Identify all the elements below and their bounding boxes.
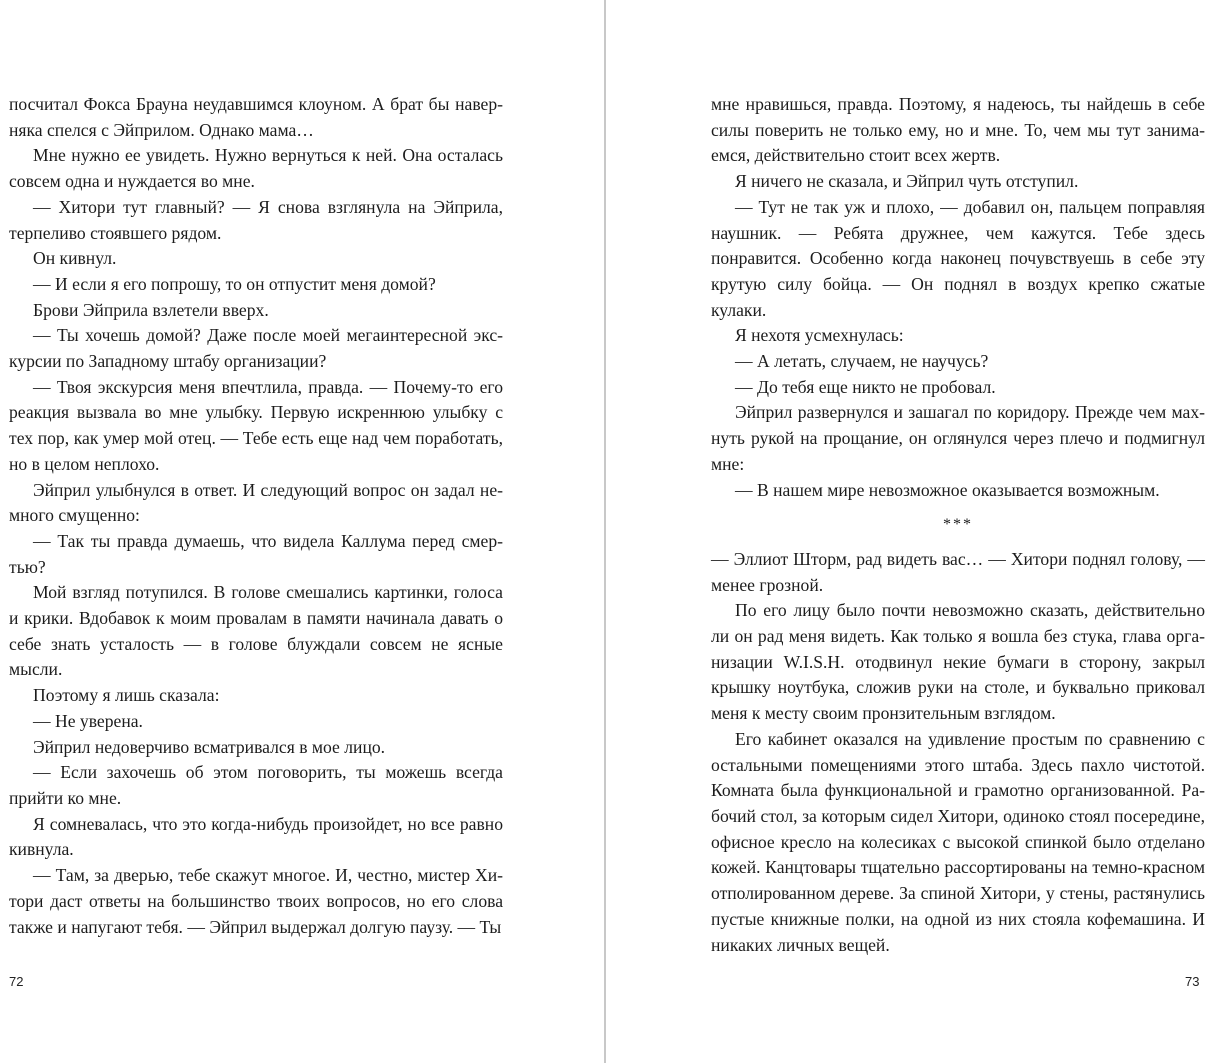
paragraph: Его кабинет оказался на удивление простым по сравнению с остальными помещениями этого штаба. Здесь пахло чистотой. Комната была функциональной и грамотно организованной. Рабочий стол, за которым сидел Хитори, одиноко стоял посередине, офисное кресло на колесиках с высокой спинкой было отделано кожей. Канцтовары тщательно рассортированы на темно-красном отполированном дереве. За спиной Хитори, у стены, растянулись пустые книжные полки, на одной из них стояла кофемашина. И никаких личных вещей. (711, 728, 1205, 955)
paragraph: мне нравишься, правда. Поэтому, я надеюсь, ты найдешь в себе силы поверить не только ему, но и мне. То, чем мы тут занимаемся, действительно стоит всех жертв. (711, 94, 1205, 166)
paragraph: — Хитори тут главный? — Я снова взглянула на Эйприла, терпеливо стоявшего рядом. (9, 196, 503, 243)
paragraph: Я нехотя усмехнулась: (735, 325, 904, 346)
right-page (711, 92, 1205, 958)
page-number-left: 72 (9, 974, 24, 989)
paragraph: Мне нужно ее увидеть. Нужно вернуться к ней. Она осталась совсем одна и нуждается во мне. (9, 145, 503, 192)
paragraph: — До тебя еще никто не пробовал. (735, 376, 996, 397)
paragraph: Я сомневалась, что это когда-нибудь произойдет, но все равно кивнула. (9, 813, 503, 860)
paragraph: — Если захочешь об этом поговорить, ты можешь всегда прийти ко мне. (9, 762, 503, 808)
paragraph: — А летать, случаем, не научусь? (735, 351, 989, 372)
paragraph: — Твоя экскурсия меня впечтлила, правда. — Почему-то его реакция вызвала во мне улыбку. Первую искреннюю улыбку с тех пор, как умер мой отец. — Тебе есть еще над чем поработать, но в целом неплохо. (9, 376, 503, 474)
paragraph: — И если я его попрошу, то он отпустит меня домой? (33, 273, 436, 294)
paragraph: — В нашем мире невозможное оказывается возможным. (735, 479, 1160, 500)
paragraph: Поэтому я лишь сказала: (33, 685, 220, 706)
paragraph: Эйприл развернулся и зашагал по коридору. Прежде чем махнуть рукой на прощание, он оглянулся через плечо и подмигнул мне: (711, 402, 1205, 474)
paragraph: — Там, за дверью, тебе скажут многое. И, честно, мистер Хитори даст ответы на большинство твоих вопросов, но его слова также и напугают тебя. — Эйприл выдержал долгую паузу. — Ты (9, 865, 503, 937)
paragraph: — Так ты правда думаешь, что видела Каллума перед смертью? (9, 530, 503, 577)
paragraph: — Тут не так уж и плохо, — добавил он, пальцем поправляя наушник. — Ребята дружнее, чем кажутся. Тебе здесь понравится. Особенно когда наконец почувствуешь в себе эту крутую силу бойца. — Он поднял в воздух крепко сжатые кулаки. (711, 196, 1205, 320)
paragraph: Я ничего не сказала, и Эйприл чуть отступил. (735, 171, 1079, 192)
paragraph: Он кивнул. (33, 248, 117, 269)
page-number-right: 73 (1185, 974, 1200, 989)
paragraph: — Ты хочешь домой? Даже после моей мегаинтересной экскурсии по Западному штабу организации? (9, 325, 503, 372)
paragraph: — Не уверена. (33, 710, 143, 731)
paragraph: По его лицу было почти невозможно сказать, действительно ли он рад меня видеть. Как только я вошла без стука, глава организации W.I.S.H. отодвинул некие бумаги в сторону, закрыл крышку ноутбука, сложив руки на столе, и буквально приковал меня к месту своим пронзительным взглядом. (711, 600, 1205, 724)
paragraph: Эйприл улыбнулся в ответ. И следующий вопрос он задал немного смущенно: (9, 479, 503, 526)
paragraph: — Эллиот Шторм, рад видеть вас… — Хитори поднял голову, — менее грозной. (711, 548, 1205, 595)
book-gutter (604, 0, 606, 1063)
paragraph: посчитал Фокса Брауна неудавшимся клоуном. А брат бы наверняка спелся с Эйприлом. Однако мама… (9, 94, 503, 140)
right-page-text-after-break (711, 547, 1205, 958)
paragraph: Эйприл недоверчиво всматривался в мое лицо. (33, 736, 386, 757)
section-break: *** (943, 516, 973, 534)
paragraph: Брови Эйприла взлетели вверх. (33, 299, 269, 320)
paragraph: Мой взгляд потупился. В голове смешались картинки, голоса и крики. Вдобавок к моим провалам в памяти начинала давать о себе знать усталость — в голове блуждали совсем не ясные мысли. (9, 582, 503, 680)
left-page (9, 92, 503, 940)
right-page-text-before-break (711, 92, 1205, 503)
